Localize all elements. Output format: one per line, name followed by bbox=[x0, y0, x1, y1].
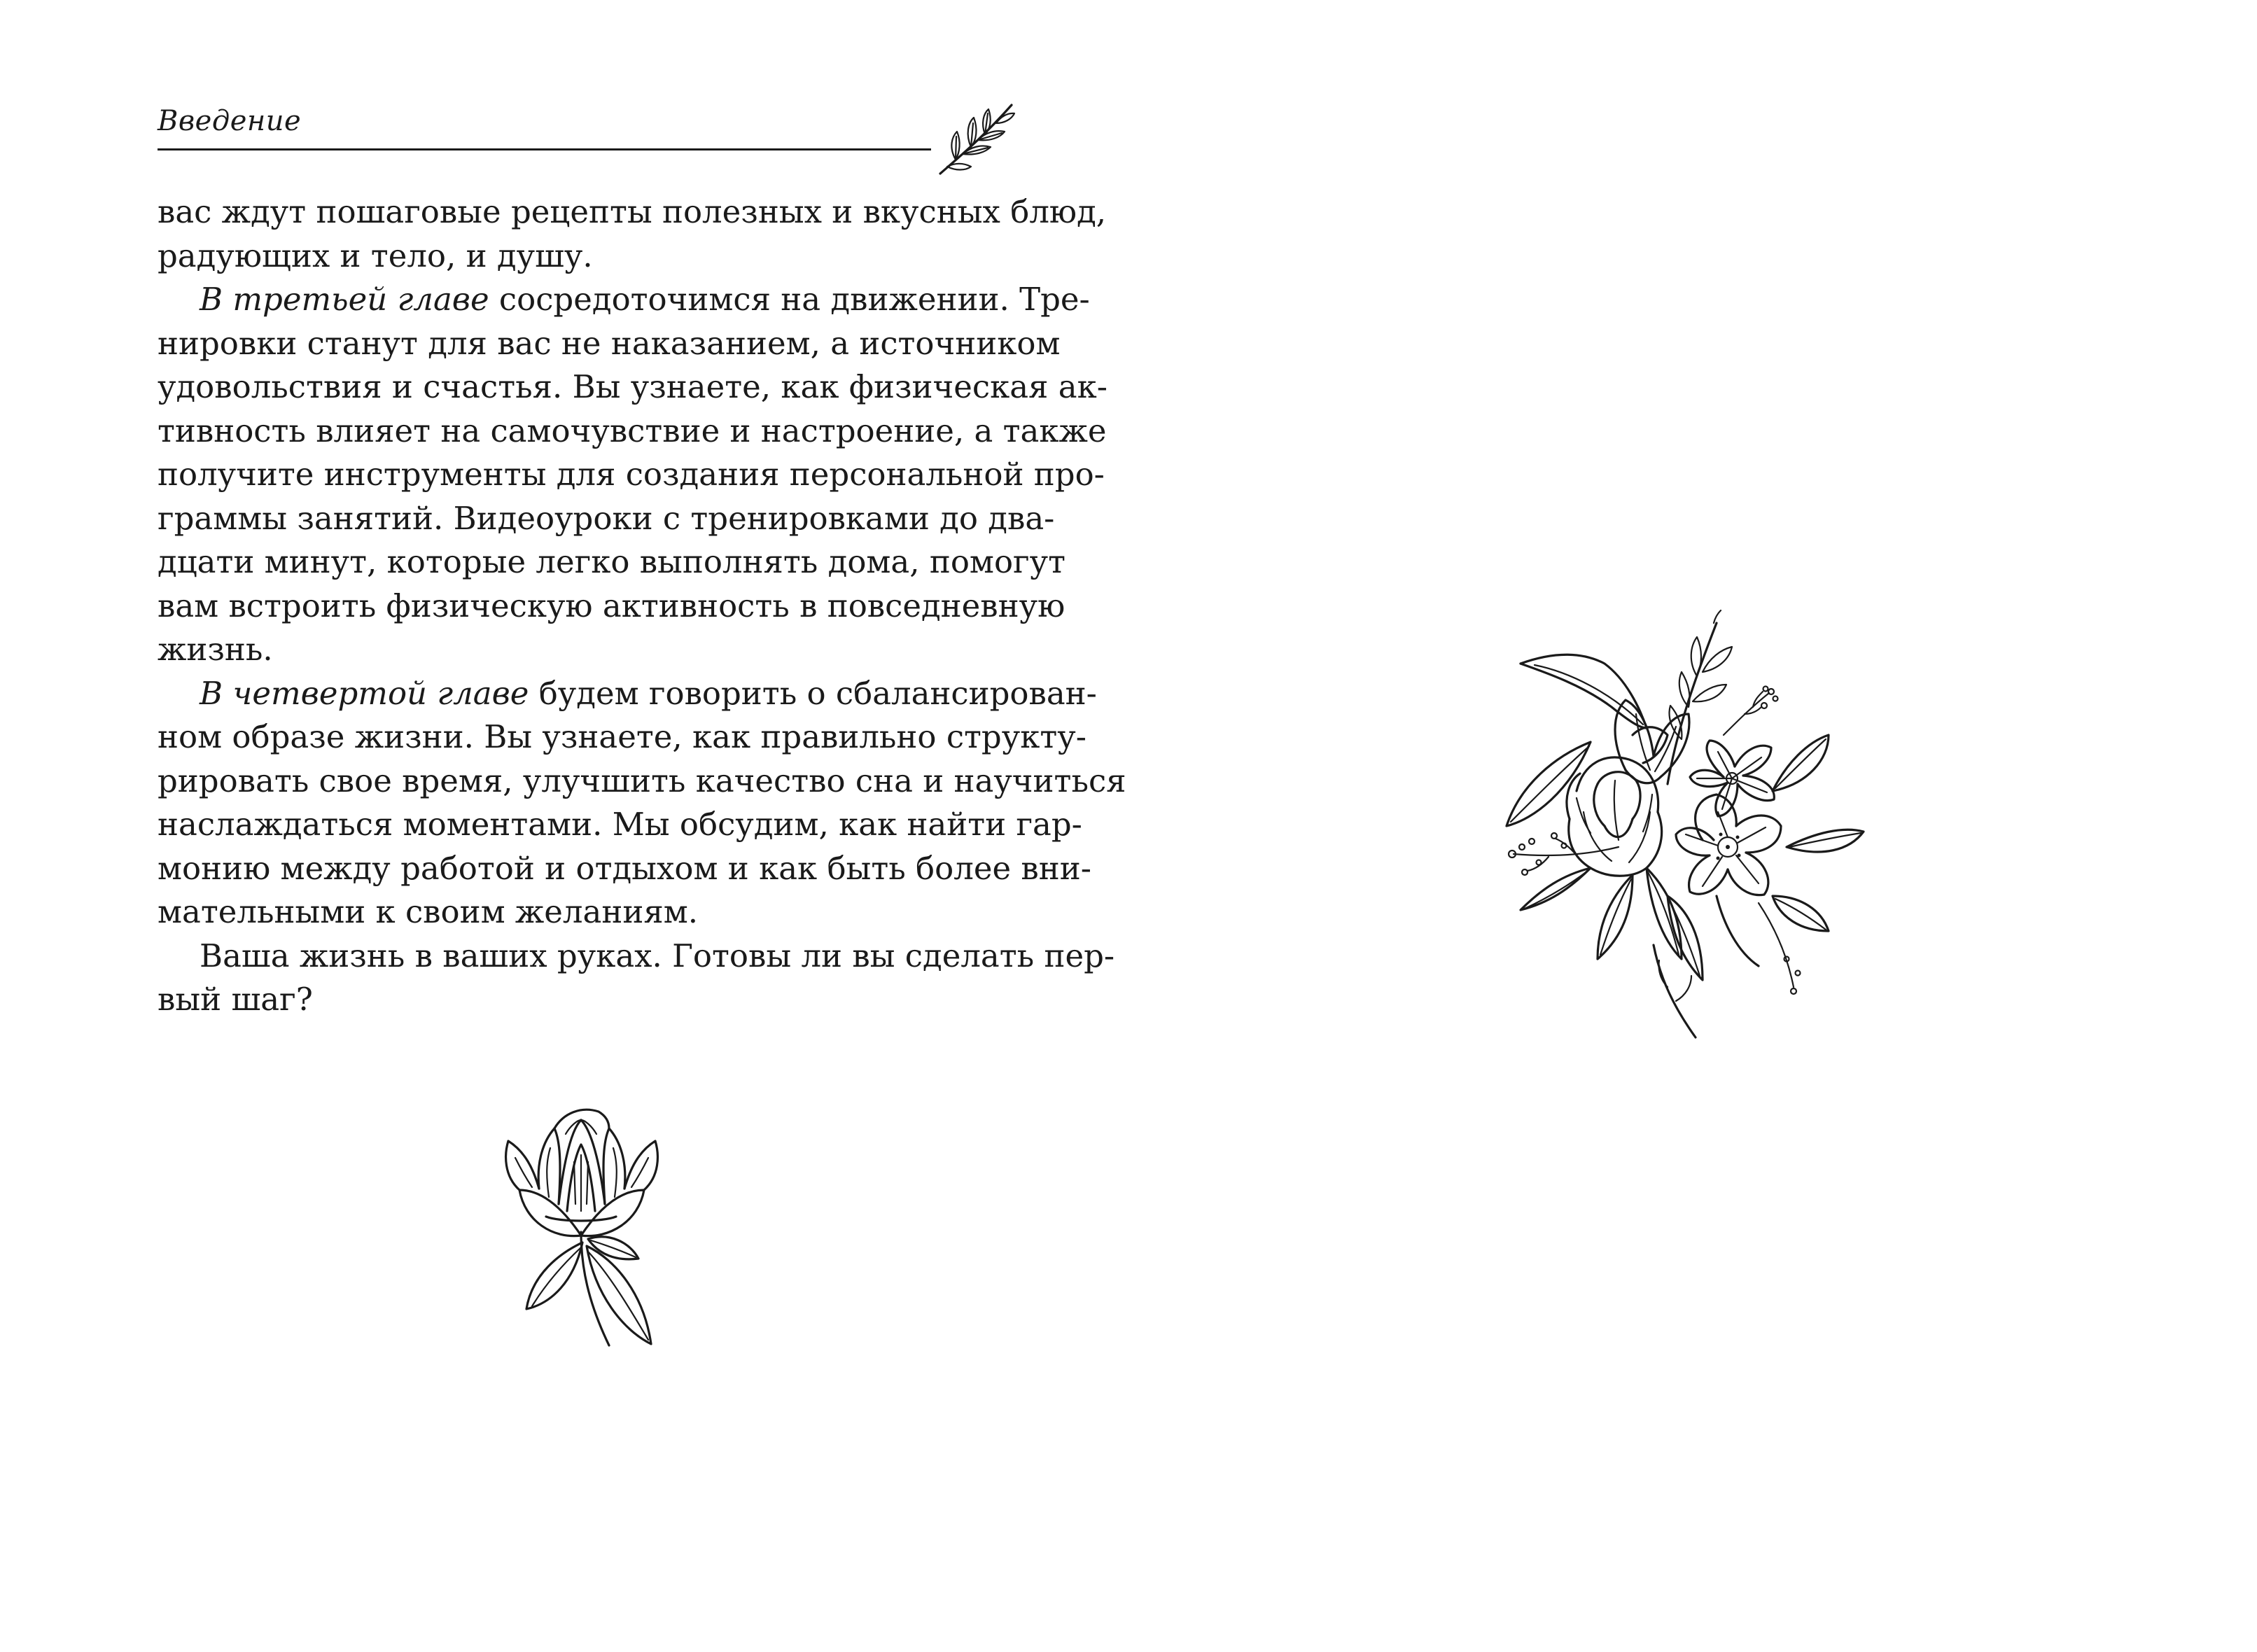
text-line: В четвертой главе будем говорить о сбалансирован- bbox=[200, 674, 1097, 712]
text-line: тивность влияет на самочувствие и настроение, а также bbox=[158, 412, 1107, 449]
chapter-emphasis: В четвертой главе bbox=[200, 674, 529, 712]
text-line: вам встроить физическую активность в повседневную bbox=[158, 587, 1065, 624]
text-line: получите инструменты для создания персональной про- bbox=[158, 456, 1105, 493]
text-line: удовольствия и счастья. Вы узнаете, как физическая ак- bbox=[158, 368, 1107, 405]
body-text bbox=[158, 190, 1126, 1022]
text-line: вый шаг? bbox=[158, 981, 313, 1018]
paragraph-3 bbox=[158, 672, 1126, 934]
leaf-sprig-icon bbox=[935, 98, 1019, 178]
text-line: Ваша жизнь в ваших руках. Готовы ли вы сделать пер- bbox=[200, 937, 1115, 974]
text-line: радующих и тело, и душу. bbox=[158, 237, 593, 274]
text-line: нировки станут для вас не наказанием, а источником bbox=[158, 324, 1061, 362]
text-line: В третьей главе сосредоточимся на движении. Тре- bbox=[200, 281, 1090, 318]
text-line: наслаждаться моментами. Мы обсудим, как найти гар- bbox=[158, 806, 1082, 843]
text-line: ном образе жизни. Вы узнаете, как правильно структу- bbox=[158, 718, 1086, 755]
text-line: рировать свое время, улучшить качество сна и научиться bbox=[158, 762, 1126, 799]
text-line: жизнь. bbox=[158, 631, 273, 668]
header-rule bbox=[158, 148, 931, 150]
text-line: мательными к своим желаниям. bbox=[158, 893, 699, 930]
peony-flower-icon bbox=[476, 1099, 686, 1351]
text-line: дцати минут, которые легко выполнять дома, помогут bbox=[158, 543, 1065, 580]
right-page bbox=[1128, 0, 2257, 1652]
paragraph-4 bbox=[158, 934, 1115, 1022]
chapter-emphasis: В третьей главе bbox=[200, 281, 489, 318]
text-line: граммы занятий. Видеоуроки с тренировками до два- bbox=[158, 499, 1055, 537]
floral-bouquet-icon bbox=[1493, 609, 1885, 1043]
text-line: монию между работой и отдыхом и как быть более вни- bbox=[158, 849, 1091, 887]
paragraph-1 bbox=[158, 190, 1107, 278]
text-line: вас ждут пошаговые рецепты полезных и вкусных блюд, bbox=[158, 193, 1107, 230]
paragraph-2 bbox=[158, 278, 1107, 672]
left-page bbox=[0, 0, 1128, 1652]
running-head-title: Введение bbox=[158, 105, 302, 137]
